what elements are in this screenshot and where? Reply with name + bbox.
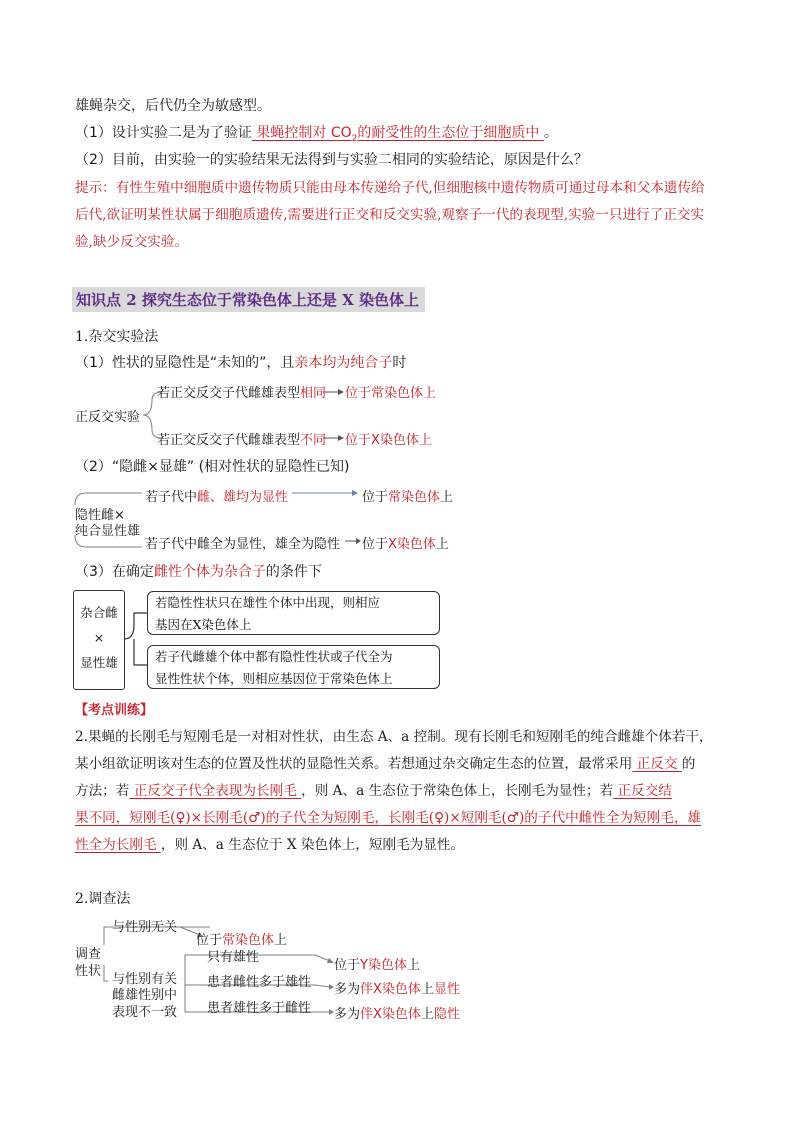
exercise-line-5: 性全为长刚毛 ，则 A、a 生态位于 X 染色体上，短刚毛为显性。	[75, 837, 465, 853]
diagram4-node-inconsistent: 雌雄性别中 表现不一致	[112, 988, 178, 1020]
diagram4-result-y: 位于Y染色体上	[334, 958, 420, 973]
diagram4-node-unrelated: 与性别无关	[112, 920, 178, 935]
hint-line-2: 后代,欲证明某性状属于细胞质遗传,需要进行正交和反交实验,观察子一代的表现型,实验一只进行了正交实	[75, 207, 704, 223]
q1-prefix: （1）设计实验二是为了验证	[75, 125, 252, 141]
exercise-line-2: 某小组欲证明该对生态的位置及性状的显隐性关系。若想通过杂交确定生态的位置，最常采用 正反交 的	[75, 756, 696, 772]
exercise-line-4: 果不同，短刚毛(♀)×长刚毛(♂)的子代全为短刚毛，长刚毛(♀)×短刚毛(♂)的子代中雌性全为短刚毛，雄	[75, 810, 702, 826]
diagram4-sub-male-only: 只有雄性	[207, 950, 260, 965]
diagram2-result-2: 位于X染色体上	[362, 537, 449, 552]
diagram4-result-autosome: 位于常染色体上	[196, 933, 288, 948]
question-1: （1）设计实验二是为了验证 果蝇控制对 $CO_2$的耐受性的生态位于细胞质中 。	[75, 125, 558, 144]
diagram4-root: 调查 性状	[75, 947, 102, 979]
diagram2-branch-1: 若子代中雌、雄均为显性	[145, 490, 289, 505]
method1-sub2-label: （2）“隐雌×显雄” (相对性状的显隐性已知)	[75, 459, 350, 475]
diagram1-branch-1: 若正交反交子代雌雄表型相同	[157, 386, 327, 401]
hint-line-1: 提示：有性生殖中细胞质中遗传物质只能由母本传递给子代,但细胞核中遗传物质可通过母本和父本遗传给	[75, 180, 705, 196]
exercise-tag: 【考点训练】	[75, 703, 154, 718]
diagram4-node-related: 与性别有关	[112, 972, 178, 987]
diagram3-root: 杂合雌 × 显性雄	[80, 605, 118, 670]
section-title: 知识点 2 探究生态位于常染色体上还是 X 染色体上	[72, 287, 425, 312]
diagram1-root: 正反交实验	[75, 410, 141, 425]
method1-heading: 1.杂交实验法	[75, 329, 159, 345]
diagram2-result-1: 位于常染色体上	[362, 490, 454, 505]
diagram3-box-1-text: 若隐性性状只在雄性个体中出现，则相应 基因在X染色体上	[155, 595, 381, 632]
diagram4-sub-male-more: 患者雄性多于雌性	[207, 1001, 312, 1016]
method2-heading: 2.调查法	[75, 891, 131, 907]
method1-sub3-label: （3）在确定雌性个体为杂合子的条件下	[75, 564, 322, 580]
diagram3-box-2-text: 若子代雌雄个体中都有隐性性状或子代全为 显性性状个体，则相应基因位于常染色体上	[155, 649, 393, 686]
diagram4-result-x-dominant: 多为伴X染色体上显性	[334, 982, 460, 997]
diagram4-sub-female-more: 患者雌性多于雄性	[207, 975, 312, 990]
diagram2-root: 隐性雌× 纯合显性雄	[75, 508, 141, 539]
exercise-line-1: 2.果蝇的长刚毛与短刚毛是一对相对性状，由生态 A、a 控制。现有长刚毛和短刚毛的纯合雌雄个体若干，	[75, 729, 713, 745]
diagram1-branch-2: 若正交反交子代雌雄表型不同	[157, 433, 327, 448]
diagram1-result-2: 位于X染色体上	[345, 433, 432, 448]
intro-line: 雄蝇杂交，后代仍全为敏感型。	[75, 98, 271, 114]
question-2: （2）目前，由实验一的实验结果无法得到与实验二相同的实验结论，原因是什么？	[75, 152, 588, 168]
diagram1-result-1: 位于常染色体上	[345, 386, 437, 401]
diagram4-result-x-recessive: 多为伴X染色体上隐性	[334, 1007, 460, 1022]
exercise-line-3: 方法；若 正反交子代全表现为长刚毛 ，则 A、a 生态位于常染色体上，长刚毛为显性；若 正反交结	[75, 783, 672, 799]
q1-answer: 果蝇控制对 $CO_2$的耐受性的生态位于细胞质中	[251, 125, 544, 144]
diagram2-branch-2: 若子代中雌全为显性，雄全为隐性	[145, 537, 341, 552]
method1-sub1-label: （1）性状的显隐性是“未知的”，且亲本均为纯合子时	[75, 355, 407, 371]
hint-line-3: 验,缺少反交实验。	[75, 234, 189, 250]
